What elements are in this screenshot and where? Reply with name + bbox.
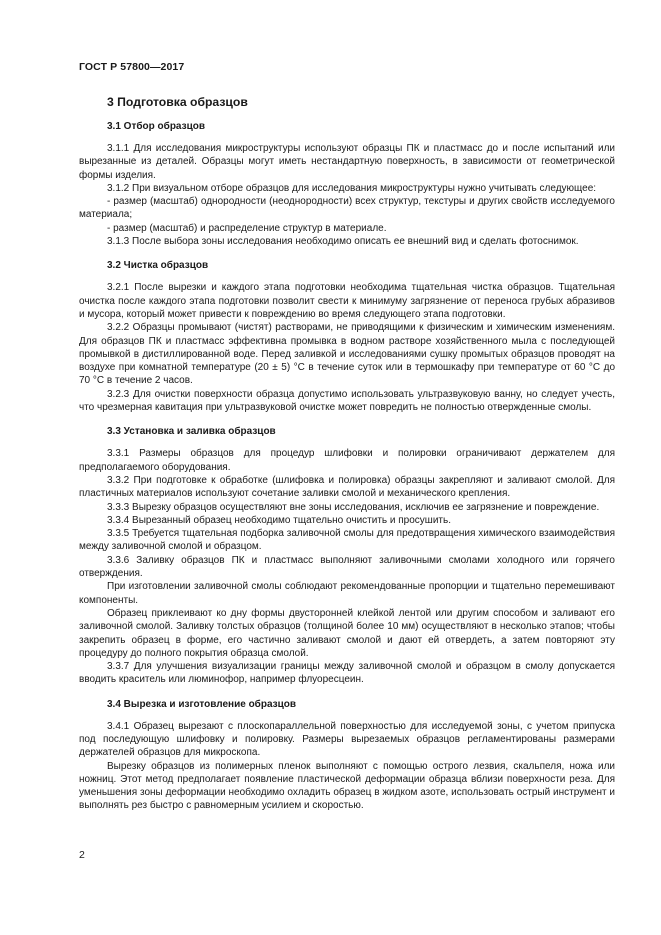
section-title: 3 Подготовка образцов — [107, 95, 248, 109]
subsection-title: 3.4 Вырезка и изготовление образцов — [107, 698, 297, 710]
paragraph: Вырезку образцов из полимерных пленок выполняют с помощью острого лезвия, скальпеля, ножа или ножниц. Этот метод предполагает появление пластической деформации образца вблизи поверхности реза. Для уменьшения зоны деформации необходимо охладить образец в жидком азоте, использовать острый инструмент и выполнять рез быстро с равномерным усилием и скоростью. — [79, 760, 615, 812]
paragraph: 3.1.2 При визуальном отборе образцов для исследования микроструктуры нужно учитывать следующее: — [107, 182, 597, 194]
paragraph: При изготовлении заливочной смолы соблюдают рекомендованные пропорции и тщательно перемешивают компоненты. — [79, 581, 615, 606]
list-item: - размер (масштаб) и распределение структур в материале. — [107, 222, 387, 234]
subsection-title: 3.1 Отбор образцов — [107, 121, 205, 132]
page-number: 2 — [79, 849, 85, 861]
paragraph: 3.2.1 После вырезки и каждого этапа подготовки необходима тщательная чистка образцов. Тщательная очистка после каждого этапа подготовки позволит свести к минимуму загрязнение от переноса грубых абразивов и мусора, который может привести к повреждению во время следующего этапа подготовки. — [79, 282, 615, 320]
subsection-title: 3.3 Установка и заливка образцов — [107, 426, 276, 438]
paragraph: 3.3.1 Размеры образцов для процедур шлифовки и полировки ограничивают держателем для предполагаемого оборудования. — [79, 448, 615, 473]
paragraph: 3.3.5 Требуется тщательная подборка заливочной смолы для предотвращения химического взаимодействия между заливочной смолой и образцом. — [79, 528, 615, 553]
paragraph: 3.1.3 После выбора зоны исследования необходимо описать ее внешний вид и сделать фотоснимок. — [107, 236, 579, 248]
paragraph: 3.4.1 Образец вырезают с плоскопараллельной поверхностью для исследуемой зоны, с учетом припуска под последующую шлифовку и полировку. Размеры вырезаемых образцов регламентированы размерами держателей образцов для микроскопа. — [79, 720, 615, 759]
document-body — [79, 95, 615, 813]
paragraph: 3.2.2 Образцы промывают (чистят) растворами, не приводящими к физическим и химическим изменениям. Для образцов ПК и пластмасс эффективна промывка в водном растворе хозяйственного мыла с последующей промывкой в дистиллированной воде. Перед заливкой и исследованиями сушку промытых образцов проводят на воздухе при комнатной температуре (20 ± 5) °С в течение суток или в термошкафу при температуре от 60 °С до 70 °С в течение 2 часов. — [79, 322, 615, 387]
paragraph: 3.3.7 Для улучшения визуализации границы между заливочной смолой и образцом в смолу допускается вводить краситель или люминофор, например флуоресцеин. — [79, 661, 615, 686]
subsection-3-1 — [79, 120, 615, 248]
subsection-3-3 — [79, 425, 615, 686]
list-item: - размер (масштаб) однородности (неоднородности) всех структур, текстуры и других свойств исследуемого материала; — [79, 196, 615, 221]
paragraph: 3.1.1 Для исследования микроструктуры используют образцы ПК и пластмасс до и после испытаний или вырезанные из деталей. Образцы могут иметь нестандартную поверхность, в зависимости от геометрической формы изделия. — [79, 143, 615, 181]
paragraph: 3.3.6 Заливку образцов ПК и пластмасс выполняют заливочными смолами холодного или горячего отверждения. — [79, 554, 615, 580]
paragraph: 3.3.3 Вырезку образцов осуществляют вне зоны исследования, исключив ее загрязнение и повреждение. — [107, 501, 600, 513]
subsection-title: 3.2 Чистка образцов — [107, 260, 209, 272]
paragraph: Образец приклеивают ко дну формы двусторонней клейкой лентой или другим способом и заливают его заливочной смолой. Заливку толстых образцов (толщиной более 10 мм) осуществляют в несколько этапов; чтобы закрепить образец в форме, его частично заливают смолой и дают ей отвердеть, а затем повторяют эту процедуру до полного покрытия образца смолой. — [79, 607, 615, 659]
paragraph: 3.2.3 Для очистки поверхности образца допустимо использовать ультразвуковую ванну, но следует учесть, что чрезмерная кавитация при ультразвуковой очистке может повредить не полностью отвержденные смолы. — [79, 388, 615, 414]
subsection-3-4 — [79, 698, 615, 813]
paragraph: 3.3.2 При подготовке к обработке (шлифовка и полировка) образцы закрепляют и заливают смолой. Для пластичных материалов используют сочетание заливки смолой и механического крепления. — [79, 474, 615, 500]
document-code: ГОСТ Р 57800—2017 — [79, 61, 185, 73]
subsection-3-2 — [79, 259, 615, 414]
paragraph: 3.3.4 Вырезанный образец необходимо тщательно очистить и просушить. — [107, 514, 451, 526]
